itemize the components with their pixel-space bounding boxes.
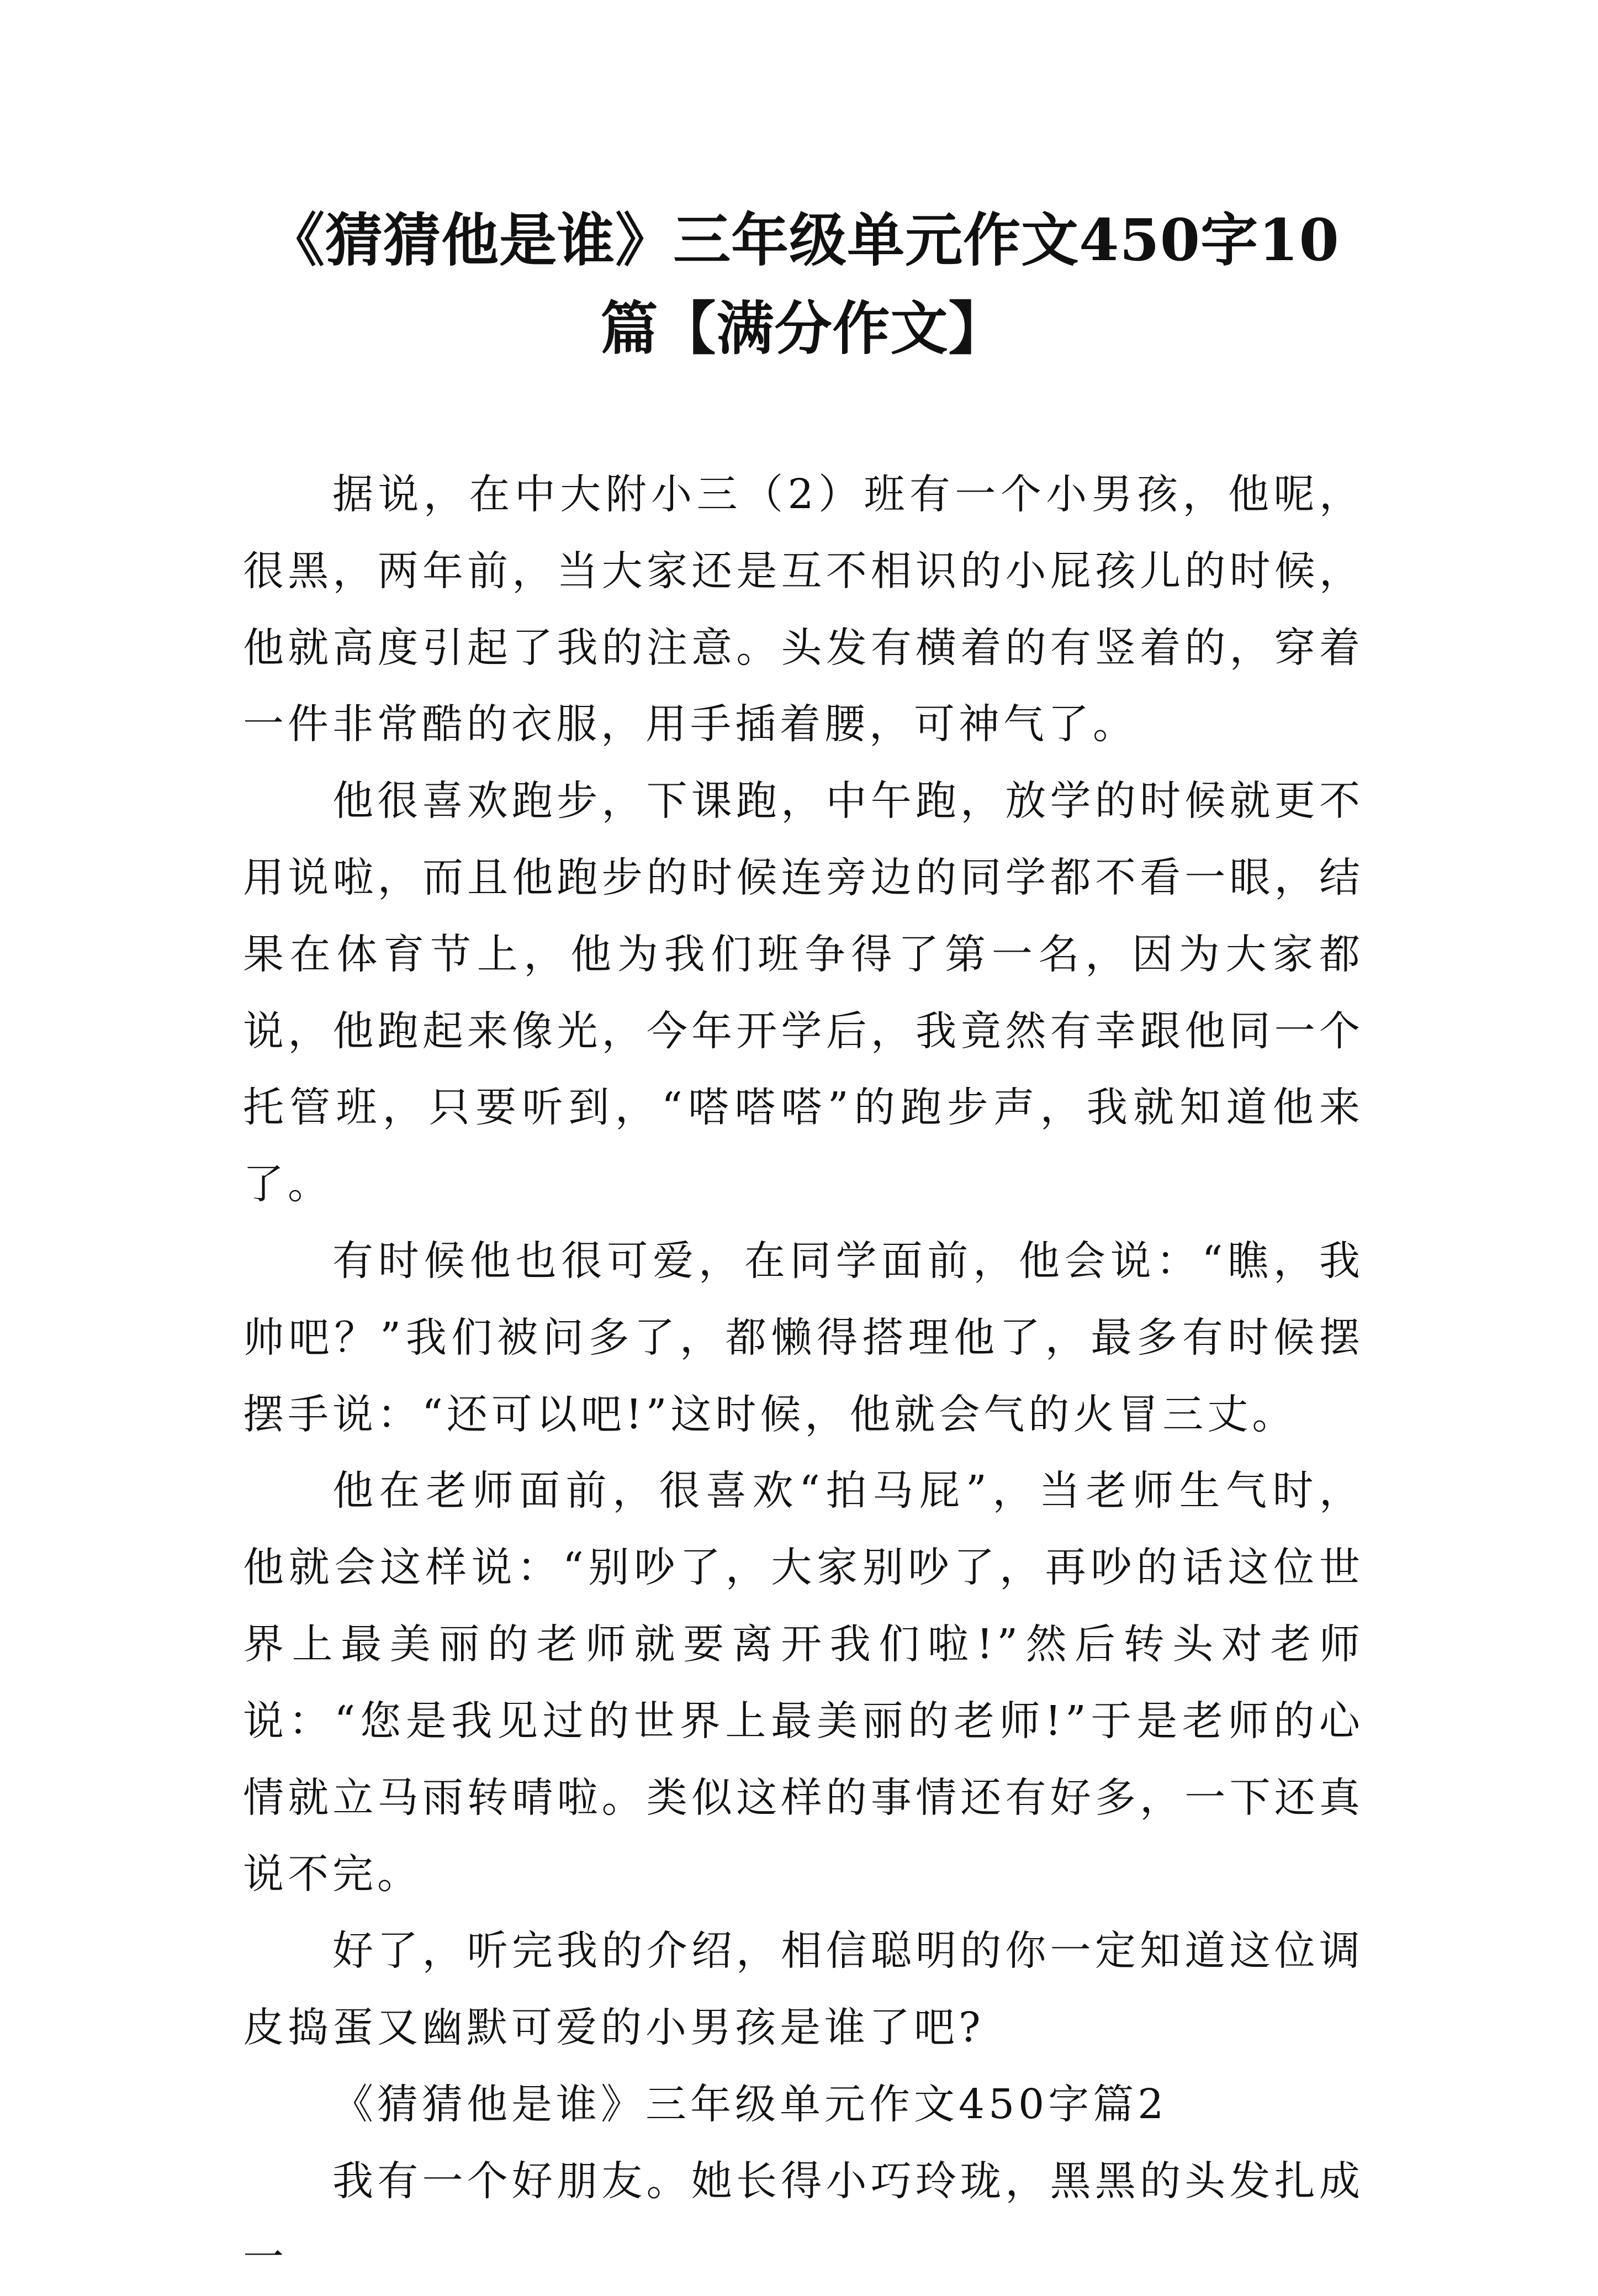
document-body: [243, 456, 1364, 2296]
paragraph: 好了，听完我的介绍，相信聪明的你一定知道这位调皮捣蛋又幽默可爱的小男孩是谁了吧?: [243, 1927, 1364, 2051]
paragraph: 据说，在中大附小三（2）班有一个小男孩，他呢，很黑，两年前，当大家还是互不相识的小屁孩儿的时候，他就高度引起了我的注意。头发有横着的有竖着的，穿着一件非常酷的衣服，用手插着腰，可神气了。: [243, 471, 1364, 748]
section-heading: 《猜猜他是谁》三年级单元作文450字篇2: [332, 2080, 1168, 2128]
paragraph: 他在老师面前，很喜欢“拍马屁”，当老师生气时，他就会这样说：“别吵了，大家别吵了，再吵的话这位世界上最美丽的老师就要离开我们啦!”然后转头对老师说：“您是我见过的世界上最美丽的老师!”于是老师的心情就立马雨转晴啦。类似这样的事情还有好多，一下还真说不完。: [243, 1467, 1364, 1898]
paragraph: 我有一个好朋友。她长得小巧玲珑，黑黑的头发扎成一: [243, 2157, 1364, 2282]
paragraph: 他很喜欢跑步，下课跑，中午跑，放学的时候就更不用说啦，而且他跑步的时候连旁边的同学都不看一眼，结果在体育节上，他为我们班争得了第一名，因为大家都说，他跑起来像光，今年开学后，我竟然有幸跟他同一个托管班，只要听到，“嗒嗒嗒”的跑步声，我就知道他来了。: [243, 777, 1364, 1208]
document-title: 《猜猜他是谁》三年级单元作文450字10篇【满分作文】: [267, 206, 1340, 362]
paragraph: 有时候他也很可爱，在同学面前，他会说：“瞧，我帅吧？”我们被问多了，都懒得搭理他了，最多有时候摆摆手说：“还可以吧!”这时候，他就会气的火冒三丈。: [243, 1237, 1364, 1438]
